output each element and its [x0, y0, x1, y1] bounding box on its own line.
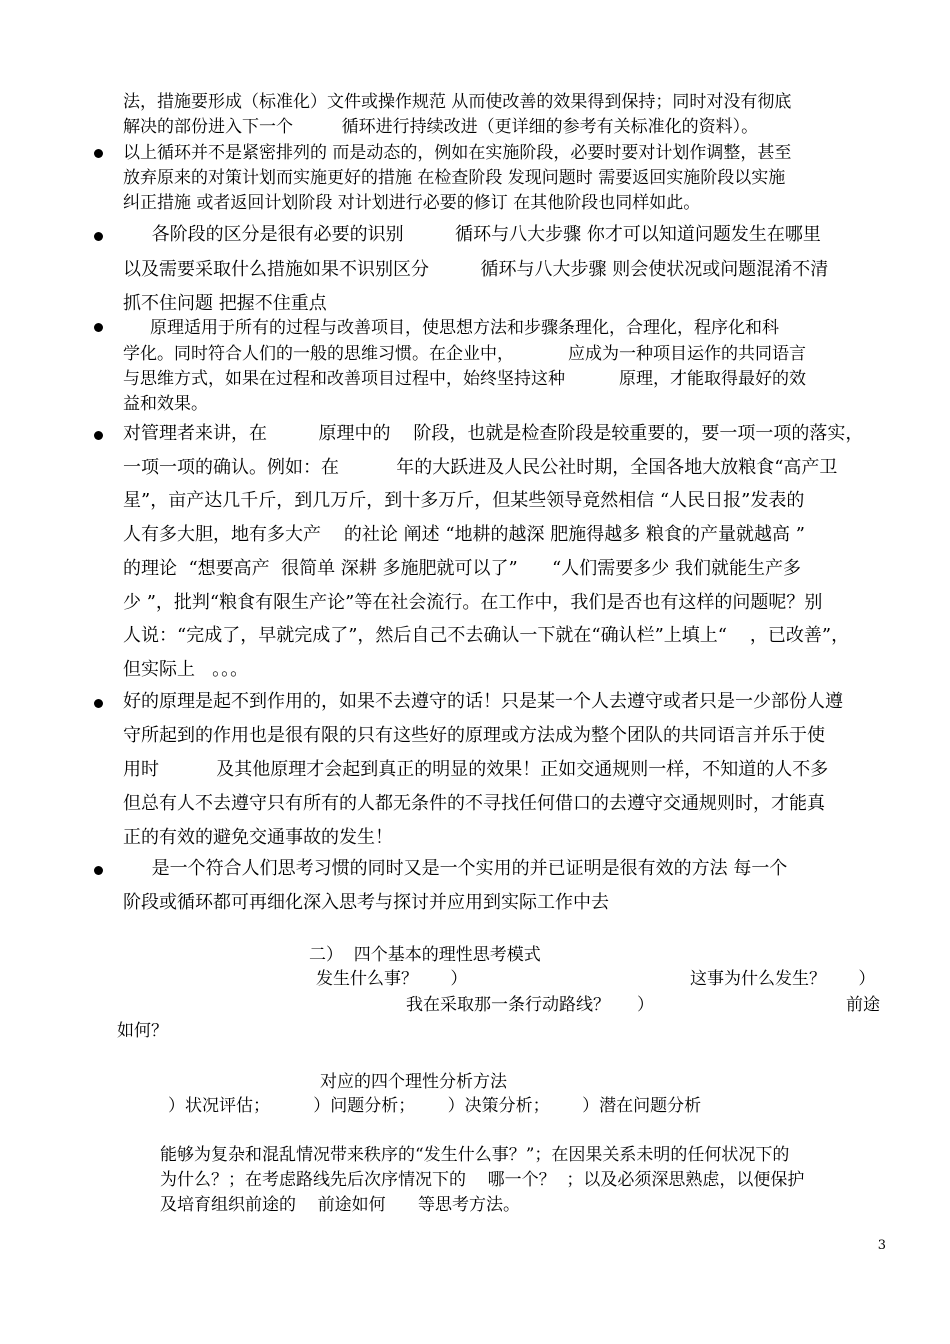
- bullet1-line-3: 纠正措施 或者返回计划阶段 对计划进行必要的修订 在其他阶段也同样如此。: [123, 193, 701, 213]
- question-1: 发生什么事？ ）: [316, 969, 468, 989]
- bullet3-line-1: 原理适用于所有的过程与改善项目，使思想方法和步骤条理化，合理化，程序化和科: [123, 318, 780, 338]
- bullet6-line-2: 阶段或循环都可再细化深入思考与探讨并应用到实际工作中去: [123, 892, 609, 913]
- bullet4-line-3: 星”，亩产达几千斤，到几万斤，到十多万斤，但某些领导竟然相信 “人民日报”发表的: [123, 490, 805, 511]
- bullet3-line-3: 与思维方式，如果在过程和改善项目过程中，始终坚持这种 原理，才能取得最好的效: [123, 369, 807, 389]
- bullet4-line-1: 对管理者来讲，在 原理中的 阶段，也就是检查阶段是较重要的，要一项一项的落实，: [123, 423, 864, 444]
- bullet1-line-1: 以上循环并不是紧密排列的 而是动态的，例如在实施阶段，必要时要对计划作调整，甚至: [123, 143, 792, 163]
- bullet4-line-7: 人说：“完成了，早就完成了”，然后自己不去确认一下就在“确认栏”上填上“ ，已改善”，: [123, 625, 850, 646]
- bullet-dot: [94, 323, 103, 332]
- methods-heading: 对应的四个理性分析方法: [320, 1072, 507, 1092]
- question-4-part-b: 如何？: [117, 1021, 168, 1041]
- methods-list: ）状况评估； ）问题分析； ）决策分析； ）潜在问题分析: [168, 1096, 702, 1116]
- bullet1-line-2: 放弃原来的对策计划而实施更好的措施 在检查阶段 发现问题时 需要返回实施阶段以实施: [123, 168, 786, 188]
- bullet5-line-3: 用时 及其他原理才会起到真正的明显的效果！正如交通规则一样，不知道的人不多: [123, 759, 829, 780]
- bullet5-line-5: 正的有效的避免交通事故的发生！: [123, 827, 393, 848]
- bullet4-line-8: 但实际上 。。。: [123, 659, 249, 680]
- bullet2-line-1: 各阶段的区分是很有必要的识别 循环与八大步骤 你才可以知道问题发生在哪里: [123, 224, 821, 245]
- bullet3-line-4: 益和效果。: [123, 394, 208, 414]
- bullet2-line-2: 以及需要采取什么措施如果不识别区分 循环与八大步骤 则会使状况或问题混淆不清: [123, 259, 829, 280]
- bullet-dot: [94, 866, 103, 875]
- bullet-dot: [94, 699, 103, 708]
- question-4-part-a: 前途: [846, 995, 880, 1015]
- bullet3-line-2: 学化。同时符合人们的一般的思维习惯。在企业中， 应成为一种项目运作的共同语言: [123, 344, 807, 364]
- bullet6-line-1: 是一个符合人们思考习惯的同时又是一个实用的并已证明是很有效的方法 每一个: [123, 858, 788, 879]
- closing-line-1: 能够为复杂和混乱情况带来秩序的“发生什么事？”；在因果关系未明的任何状况下的: [160, 1145, 790, 1165]
- para-continuation-line-1: 法，措施要形成（标准化）文件或操作规范 从而使改善的效果得到保持；同时对没有彻底: [123, 92, 792, 112]
- bullet-dot: [94, 232, 103, 241]
- bullet-dot: [94, 149, 103, 158]
- closing-line-3: 及培育组织前途的 前途如何 等思考方法。: [160, 1195, 521, 1215]
- para-continuation-line-2: 解决的部份进入下一个 循环进行持续改进（更详细的参考有关标准化的资料）。: [123, 117, 759, 137]
- bullet2-line-3: 抓不住问题 把握不住重点: [123, 293, 327, 314]
- bullet4-line-6: 少 ”，批判“粮食有限生产论”等在社会流行。在工作中，我们是否也有这样的问题呢？别: [123, 592, 823, 613]
- closing-line-2: 为什么？；在考虑路线先后次序情况下的 哪一个？ ；以及必须深思熟虑，以便保护: [160, 1170, 805, 1190]
- section-heading: 二） 四个基本的理性思考模式: [309, 945, 541, 965]
- bullet5-line-4: 但总有人不去遵守只有所有的人都无条件的不寻找任何借口的去遵守交通规则时，才能真: [123, 793, 825, 814]
- question-3: 我在采取那一条行动路线？ ）: [406, 995, 655, 1015]
- bullet4-line-4: 人有多大胆，地有多大产 的社论 阐述 “地耕的越深 肥施得越多 粮食的产量就越高 ”: [123, 524, 805, 545]
- bullet4-line-2: 一项一项的确认。例如：在 年的大跃进及人民公社时期，全国各地大放粮食“高产卫: [123, 457, 838, 478]
- bullet5-line-2: 守所起到的作用也是很有限的只有这些好的原理或方法成为整个团队的共同语言并乐于使: [123, 725, 825, 746]
- bullet5-line-1: 好的原理是起不到作用的，如果不去遵守的话！只是某一个人去遵守或者只是一少部份人遵: [123, 691, 843, 712]
- bullet4-line-5: 的理论 “想要高产 很简单 深耕 多施肥就可以了” “人们需要多少 我们就能生产多: [123, 558, 801, 579]
- question-2: 这事为什么发生？ ）: [690, 969, 876, 989]
- bullet-dot: [94, 431, 103, 440]
- page-number: 3: [877, 1238, 886, 1253]
